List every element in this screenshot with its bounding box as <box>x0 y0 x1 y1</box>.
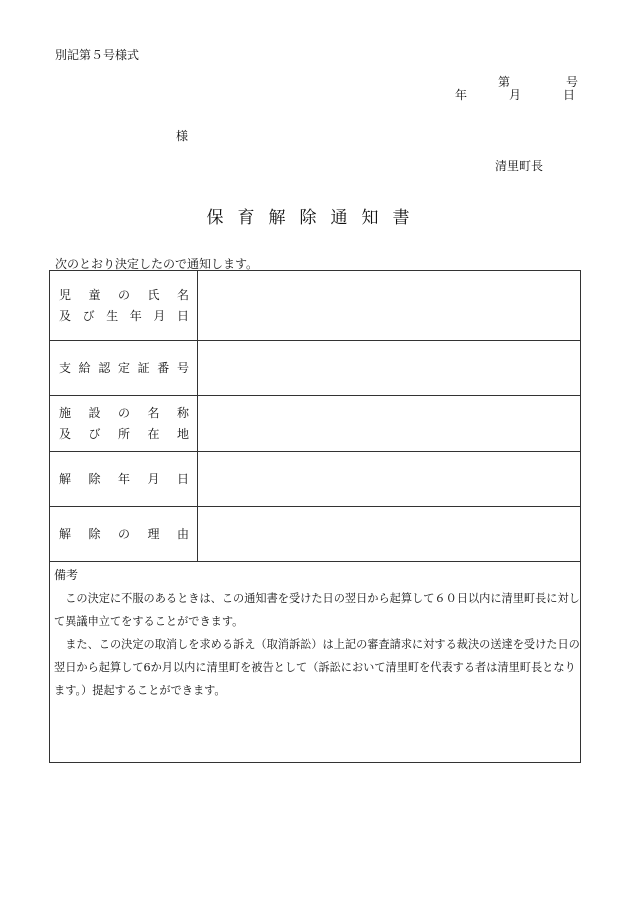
label-char: 名 <box>176 287 189 302</box>
remarks-title: 備考 <box>54 568 79 582</box>
label-char: 除 <box>88 526 101 541</box>
label-char: 年 <box>129 308 142 323</box>
row-label-certificate-number <box>50 341 198 396</box>
label-char: 月 <box>147 471 160 486</box>
label-char: 番 <box>157 360 170 375</box>
label-char: 日 <box>176 308 189 323</box>
label-char: 月 <box>153 308 166 323</box>
label-line <box>50 403 197 424</box>
label-char: 童 <box>88 287 101 302</box>
date-day: 日 <box>562 88 575 102</box>
row-value-cancel-reason[interactable] <box>198 507 581 562</box>
label-char: 児 <box>59 287 72 302</box>
label-char: 日 <box>176 471 189 486</box>
label-line <box>50 285 197 306</box>
label-char: 及 <box>59 426 72 441</box>
label-char: の <box>117 405 130 420</box>
remarks-paragraph: この決定に不服のあるときは、この通知書を受けた日の翌日から起算して６０日以内に清里町長に対して異議申立てをすることができます。 <box>54 592 580 628</box>
remarks-paragraph: また、この決定の取消しを求める訴え（取消訴訟）は上記の審査請求に対する裁決の送達を受けた日の翌日から起算して6か月以内に清里町を被告として（訴訟において清里町を代表する者は清里町長となります。）提起することができます。 <box>54 638 580 697</box>
label-char: 由 <box>176 526 189 541</box>
label-char: 支 <box>59 360 72 375</box>
notice-form-table <box>49 270 581 763</box>
table-row <box>50 507 581 562</box>
label-char: 地 <box>176 426 189 441</box>
label-char: 及 <box>59 308 72 323</box>
label-char: 所 <box>117 426 130 441</box>
row-value-cancel-date[interactable] <box>198 452 581 507</box>
document-title: 保育解除通知書 <box>206 208 424 228</box>
label-char: 給 <box>78 360 91 375</box>
remarks-cell <box>50 562 581 763</box>
label-line <box>50 358 197 379</box>
remarks-content <box>50 562 580 702</box>
label-char: 定 <box>117 360 130 375</box>
addressee-suffix: 様 <box>176 129 189 143</box>
label-char: び <box>88 426 101 441</box>
label-char: 氏 <box>147 287 160 302</box>
date-month: 月 <box>508 88 521 102</box>
row-label-child-name <box>50 271 198 341</box>
label-char: 号 <box>176 360 189 375</box>
number-suffix: 号 <box>565 75 578 89</box>
table-row <box>50 396 581 452</box>
remarks-row <box>50 562 581 763</box>
label-char: 解 <box>59 471 72 486</box>
table-row <box>50 452 581 507</box>
table-row <box>50 271 581 341</box>
date-line <box>455 86 575 103</box>
label-char: 在 <box>147 426 160 441</box>
label-char: 生 <box>106 308 119 323</box>
row-label-cancel-date <box>50 452 198 507</box>
label-char: 名 <box>147 405 160 420</box>
label-char: 称 <box>176 405 189 420</box>
label-char: 除 <box>88 471 101 486</box>
row-value-certificate-number[interactable] <box>198 341 581 396</box>
label-char: 施 <box>59 405 72 420</box>
label-char: の <box>117 526 130 541</box>
label-line <box>50 469 197 490</box>
label-char: び <box>82 308 95 323</box>
number-prefix: 第 <box>497 75 510 89</box>
label-line <box>50 424 197 445</box>
label-char: 証 <box>137 360 150 375</box>
row-label-facility <box>50 396 198 452</box>
label-line <box>50 306 197 327</box>
table-row <box>50 341 581 396</box>
row-label-cancel-reason <box>50 507 198 562</box>
issuer-name: 清里町長 <box>495 159 544 173</box>
label-line <box>50 524 197 545</box>
label-char: 認 <box>98 360 111 375</box>
label-char: 理 <box>147 526 160 541</box>
row-value-facility[interactable] <box>198 396 581 452</box>
label-char: 年 <box>117 471 130 486</box>
label-char: の <box>117 287 130 302</box>
label-char: 解 <box>59 526 72 541</box>
label-char: 設 <box>88 405 101 420</box>
lead-text: 次のとおり決定したので通知します。 <box>55 257 259 271</box>
date-year: 年 <box>454 88 467 102</box>
row-value-child-name[interactable] <box>198 271 581 341</box>
form-number: 別記第５号様式 <box>55 48 140 62</box>
